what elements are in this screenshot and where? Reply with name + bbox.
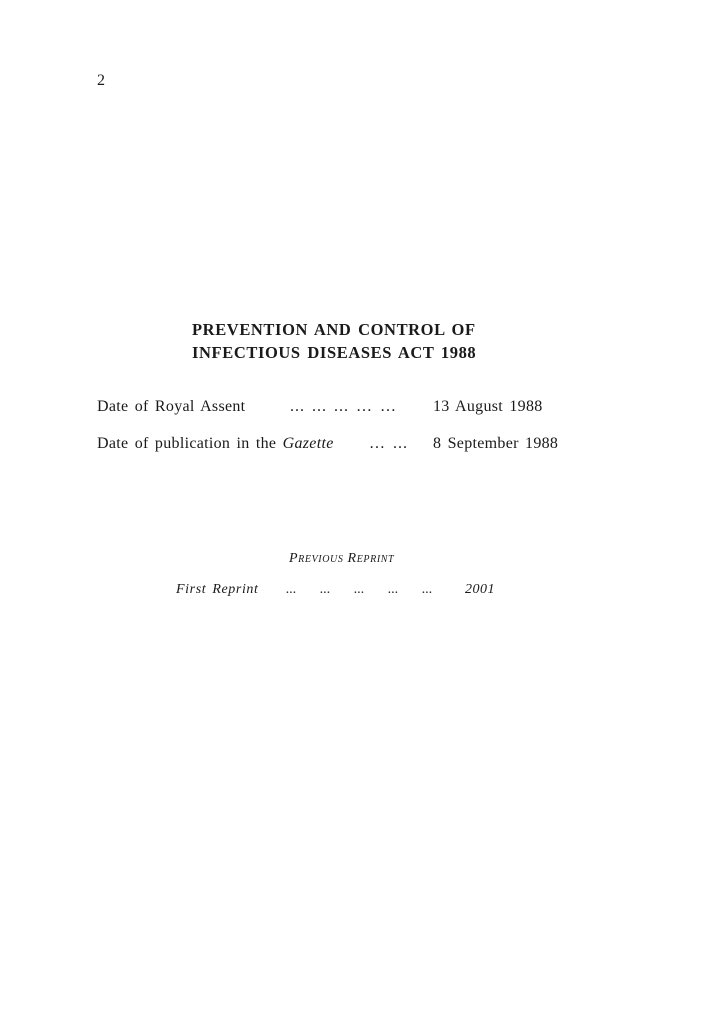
act-title (192, 318, 476, 364)
royal-assent-date: 13 August 1988 (433, 398, 543, 415)
royal-assent-label: Date of Royal Assent (97, 398, 246, 415)
page-number: 2 (97, 72, 105, 89)
reprint-leader-dots: ... ... ... ... ... (286, 582, 433, 597)
act-title-line-2: INFECTIOUS DISEASES ACT 1988 (192, 343, 477, 362)
reprint-label: First Reprint (176, 582, 259, 597)
reprint-year: 2001 (465, 582, 495, 597)
royal-assent-leader-dots: ... ... ... … … (290, 398, 397, 415)
act-title-line-1: PREVENTION AND CONTROL OF (192, 320, 476, 339)
publication-label-text: Date of publication in the (97, 435, 277, 452)
gazette-label: Gazette (282, 435, 334, 452)
publication-label (97, 435, 334, 453)
publication-date: 8 September 1988 (433, 435, 559, 452)
publication-leader-dots: … ... (369, 435, 408, 452)
previous-reprint-heading: Previous Reprint (289, 551, 395, 566)
